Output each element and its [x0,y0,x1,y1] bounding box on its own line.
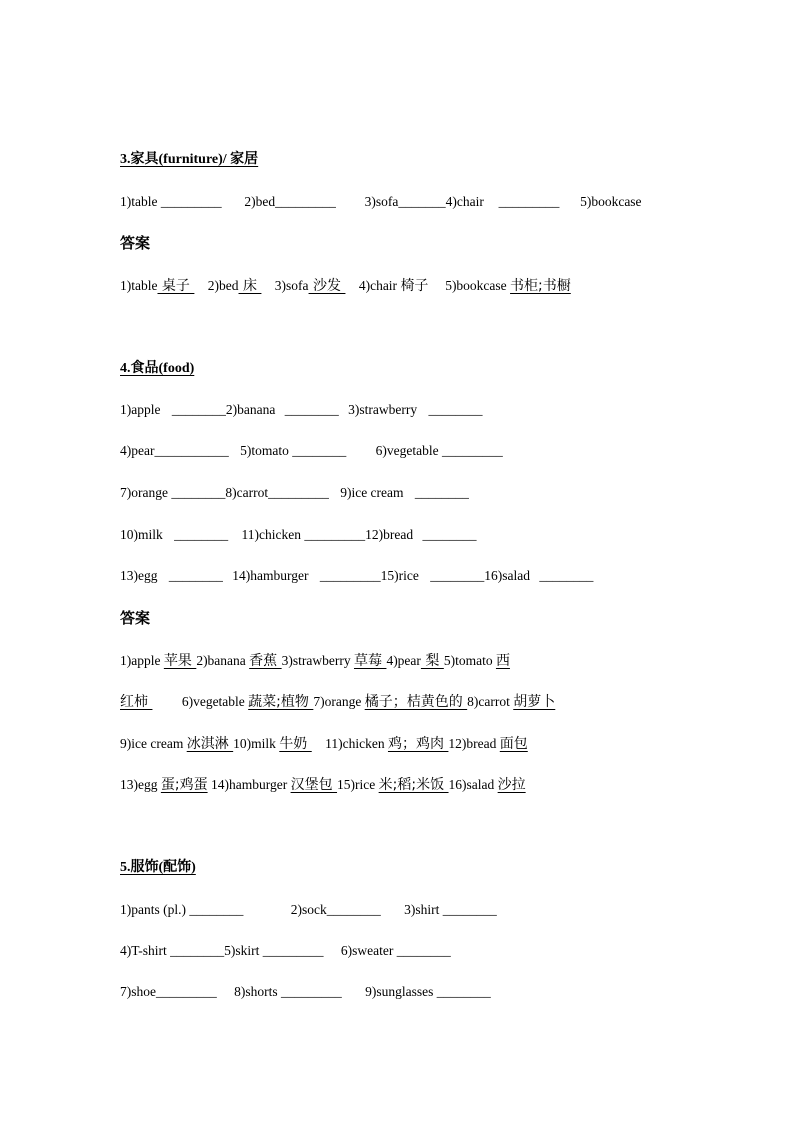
question: 13)egg [120,568,158,583]
answer-text: 苹果 [163,653,197,669]
question: ________ [539,568,594,583]
food-answers-row-4 [120,776,526,794]
answer-term: 4)pear [386,653,421,668]
answer-text: 书柜;书橱 [510,278,571,294]
food-answers-row-1 [120,652,510,670]
question: 1)table _________ [120,194,222,209]
food-questions-row-4 [120,526,476,544]
answer-text: 桌子 [157,278,195,294]
answer-term: 1)apple [120,653,161,668]
answer-term: 3)sofa [274,278,309,293]
answer-term: 10)milk [233,736,276,751]
question: _________15)rice [319,568,419,583]
clothing-questions-row-1 [120,901,497,919]
question: ________ [422,527,477,542]
question: ________ [284,402,339,417]
question: _________ [498,194,560,209]
answer-term: 6)vegetable [181,694,245,709]
answer-text: 沙拉 [497,777,526,793]
question: 3)strawberry [348,402,418,417]
clothing-questions-row-2 [120,942,451,960]
question: 3)sofa_______4)chair [364,194,484,209]
question: 6)vegetable _________ [375,443,503,458]
question: 7)shoe_________ [120,984,217,999]
question: 9)ice cream [340,485,404,500]
answer-text: 胡萝卜 [513,694,556,710]
answer-text: 橘子；桔黄色的 [364,694,468,710]
answer-term: 14)hamburger [210,777,288,792]
answer-term: 12)bread [448,736,497,751]
question: 11)chicken _________12)bread [241,527,414,542]
section-heading-food: 4.食品(food) [120,361,195,376]
answer-text: 梨 [420,653,444,669]
answer-term: 2)banana [196,653,246,668]
question: 14)hamburger [232,568,309,583]
answer-text: 米;稻;米饭 [378,777,449,793]
answer-term: 3)strawberry [281,653,351,668]
answer-text: 蛋;鸡蛋 [160,777,208,793]
answer-term: 5)bookcase [445,278,507,293]
answer-text: 冰淇淋 [186,736,234,752]
question: 3)shirt ________ [404,902,497,917]
answer-term: 9)ice cream [120,736,184,751]
answer-text: 床 [238,278,262,294]
answer-term: 8)carrot [467,694,510,709]
question: 4)T-shirt ________5)skirt _________ [120,943,324,958]
answer-text: 沙发 [308,278,346,294]
question: 10)milk [120,527,163,542]
question: ________2)banana [171,402,276,417]
question: 2)sock________ [290,902,381,917]
answer-text: 汉堡包 [290,777,338,793]
question: 2)bed_________ [244,194,336,209]
answer-term: 13)egg [120,777,158,792]
clothing-questions-row-3 [120,983,491,1001]
answer-term: 2)bed [207,278,239,293]
answer-text: 草莓 [353,653,387,669]
answer-text: 鸡；鸡肉 [387,736,449,752]
answer-text: 红柿 [120,694,153,710]
question: ________ [428,402,483,417]
section-heading-clothing: 5.服饰(配饰) [120,860,196,875]
answer-term: 15)rice [337,777,376,792]
answer-text: 西 [495,653,510,669]
question: ________ [414,485,469,500]
answer-term: 1)table [120,278,158,293]
answer-text: 面包 [499,736,528,752]
section-heading-furniture: 3.家具(furniture)/ 家居 [120,152,259,167]
question: 1)apple [120,402,161,417]
question: 8)shorts _________ [234,984,342,999]
answer-term: 4)chair [358,278,398,293]
answer-term: 11)chicken [325,736,385,751]
answer-text: 牛奶 [279,736,312,752]
question: 7)orange ________8)carrot_________ [120,485,329,500]
question: ________16)salad [430,568,530,583]
furniture-answers [120,277,571,295]
furniture-questions [120,193,642,211]
food-questions-row-3 [120,484,469,502]
question: 9)sunglasses ________ [365,984,491,999]
food-answers-row-2 [120,693,555,711]
answer-term: 7)orange [313,694,362,709]
answer-label: 答案 [120,234,151,252]
answer-text: 椅子 [400,278,429,294]
answer-text: 蔬菜;植物 [248,694,314,710]
answer-term: 5)tomato [443,653,493,668]
question: 5)tomato ________ [240,443,347,458]
answer-text: 香蕉 [249,653,282,669]
answer-label: 答案 [120,609,151,627]
question: 6)sweater ________ [340,943,451,958]
food-questions-row-1 [120,401,482,419]
question: ________ [168,568,223,583]
question: ________ [174,527,229,542]
question: 4)pear___________ [120,443,229,458]
question: 1)pants (pl.) ________ [120,902,244,917]
food-questions-row-2 [120,442,503,460]
food-questions-row-5 [120,567,593,585]
answer-term: 16)salad [448,777,495,792]
question: 5)bookcase [580,194,642,209]
food-answers-row-3 [120,735,528,753]
